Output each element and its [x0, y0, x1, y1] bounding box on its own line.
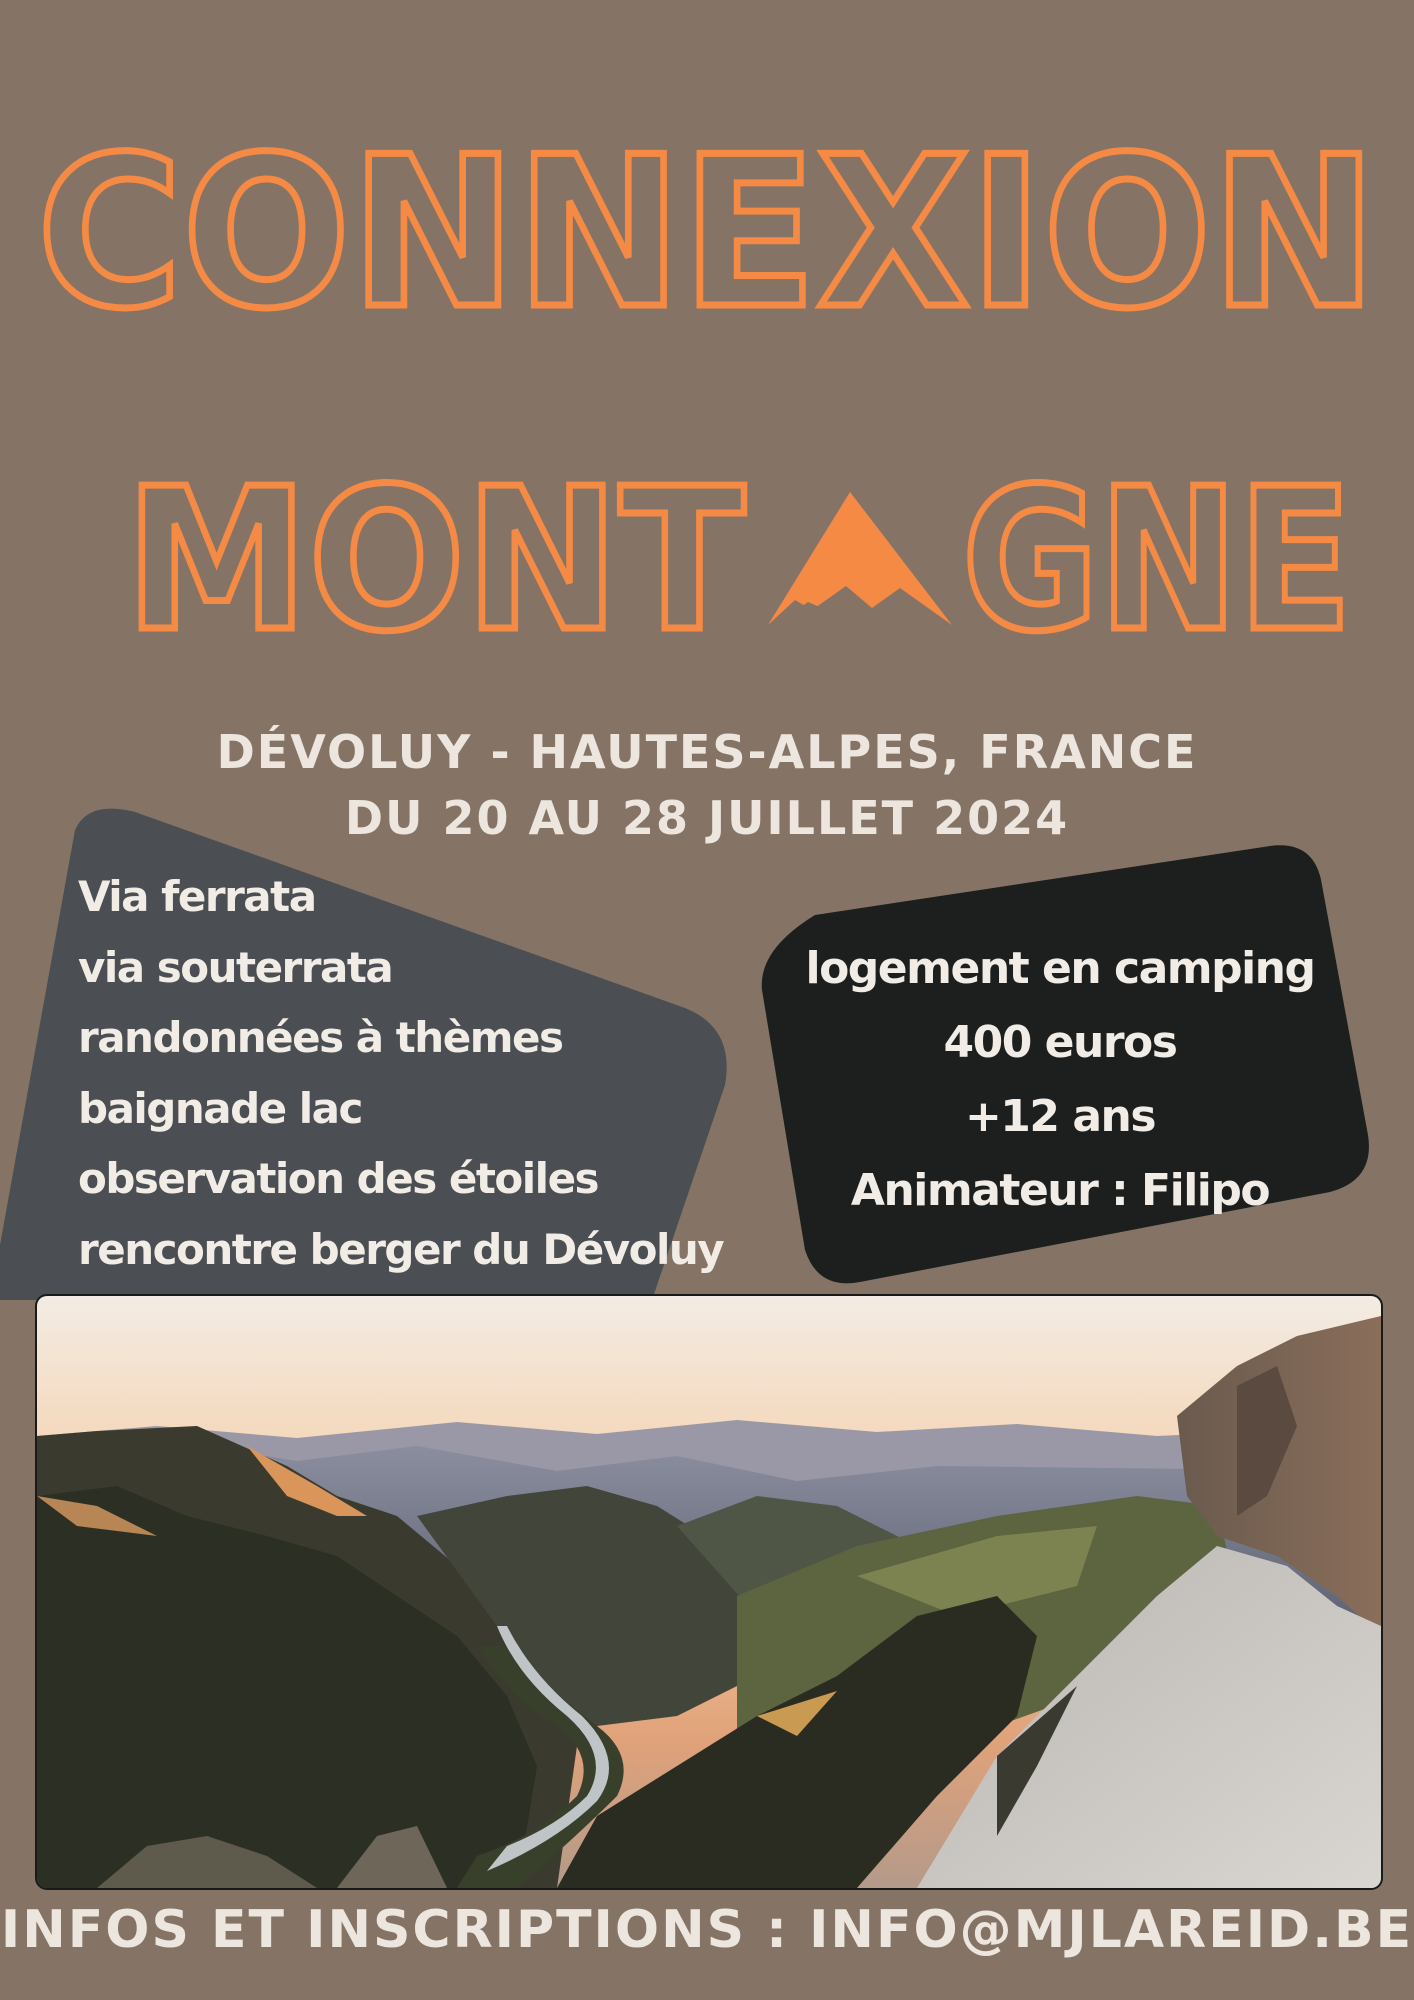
info-list [800, 932, 1320, 1228]
activity-item: Via ferrata [78, 872, 316, 921]
dates-text: DU 20 AU 28 JUILLET 2024 [344, 791, 1070, 845]
title-line-2-part-1: MONT [125, 447, 745, 660]
info-item-lodging: logement en camping [805, 943, 1315, 994]
info-item-leader: Animateur : Filipo [850, 1165, 1270, 1216]
activity-item: baignade lac [78, 1083, 362, 1133]
title-line-1: CONNEXION [37, 113, 1377, 355]
activity-item: via souterrata [78, 942, 393, 992]
activity-item: rencontre berger du Dévoluy [78, 1224, 724, 1274]
location-text: DÉVOLUY - HAUTES-ALPES, FRANCE [216, 725, 1198, 779]
activity-item: randonnées à thèmes [78, 1013, 563, 1062]
activities-list [78, 862, 723, 1285]
activity-item: observation des étoiles [78, 1154, 599, 1203]
contact-footer: INFOS ET INSCRIPTIONS : INFO@MJLAREID.BE [0, 1900, 1414, 1960]
info-item-price: 400 euros [943, 1017, 1177, 1068]
title-line-2-part-2: GNE [962, 447, 1352, 660]
mountain-landscape-photo [35, 1294, 1383, 1890]
info-item-age: +12 ans [964, 1091, 1156, 1142]
